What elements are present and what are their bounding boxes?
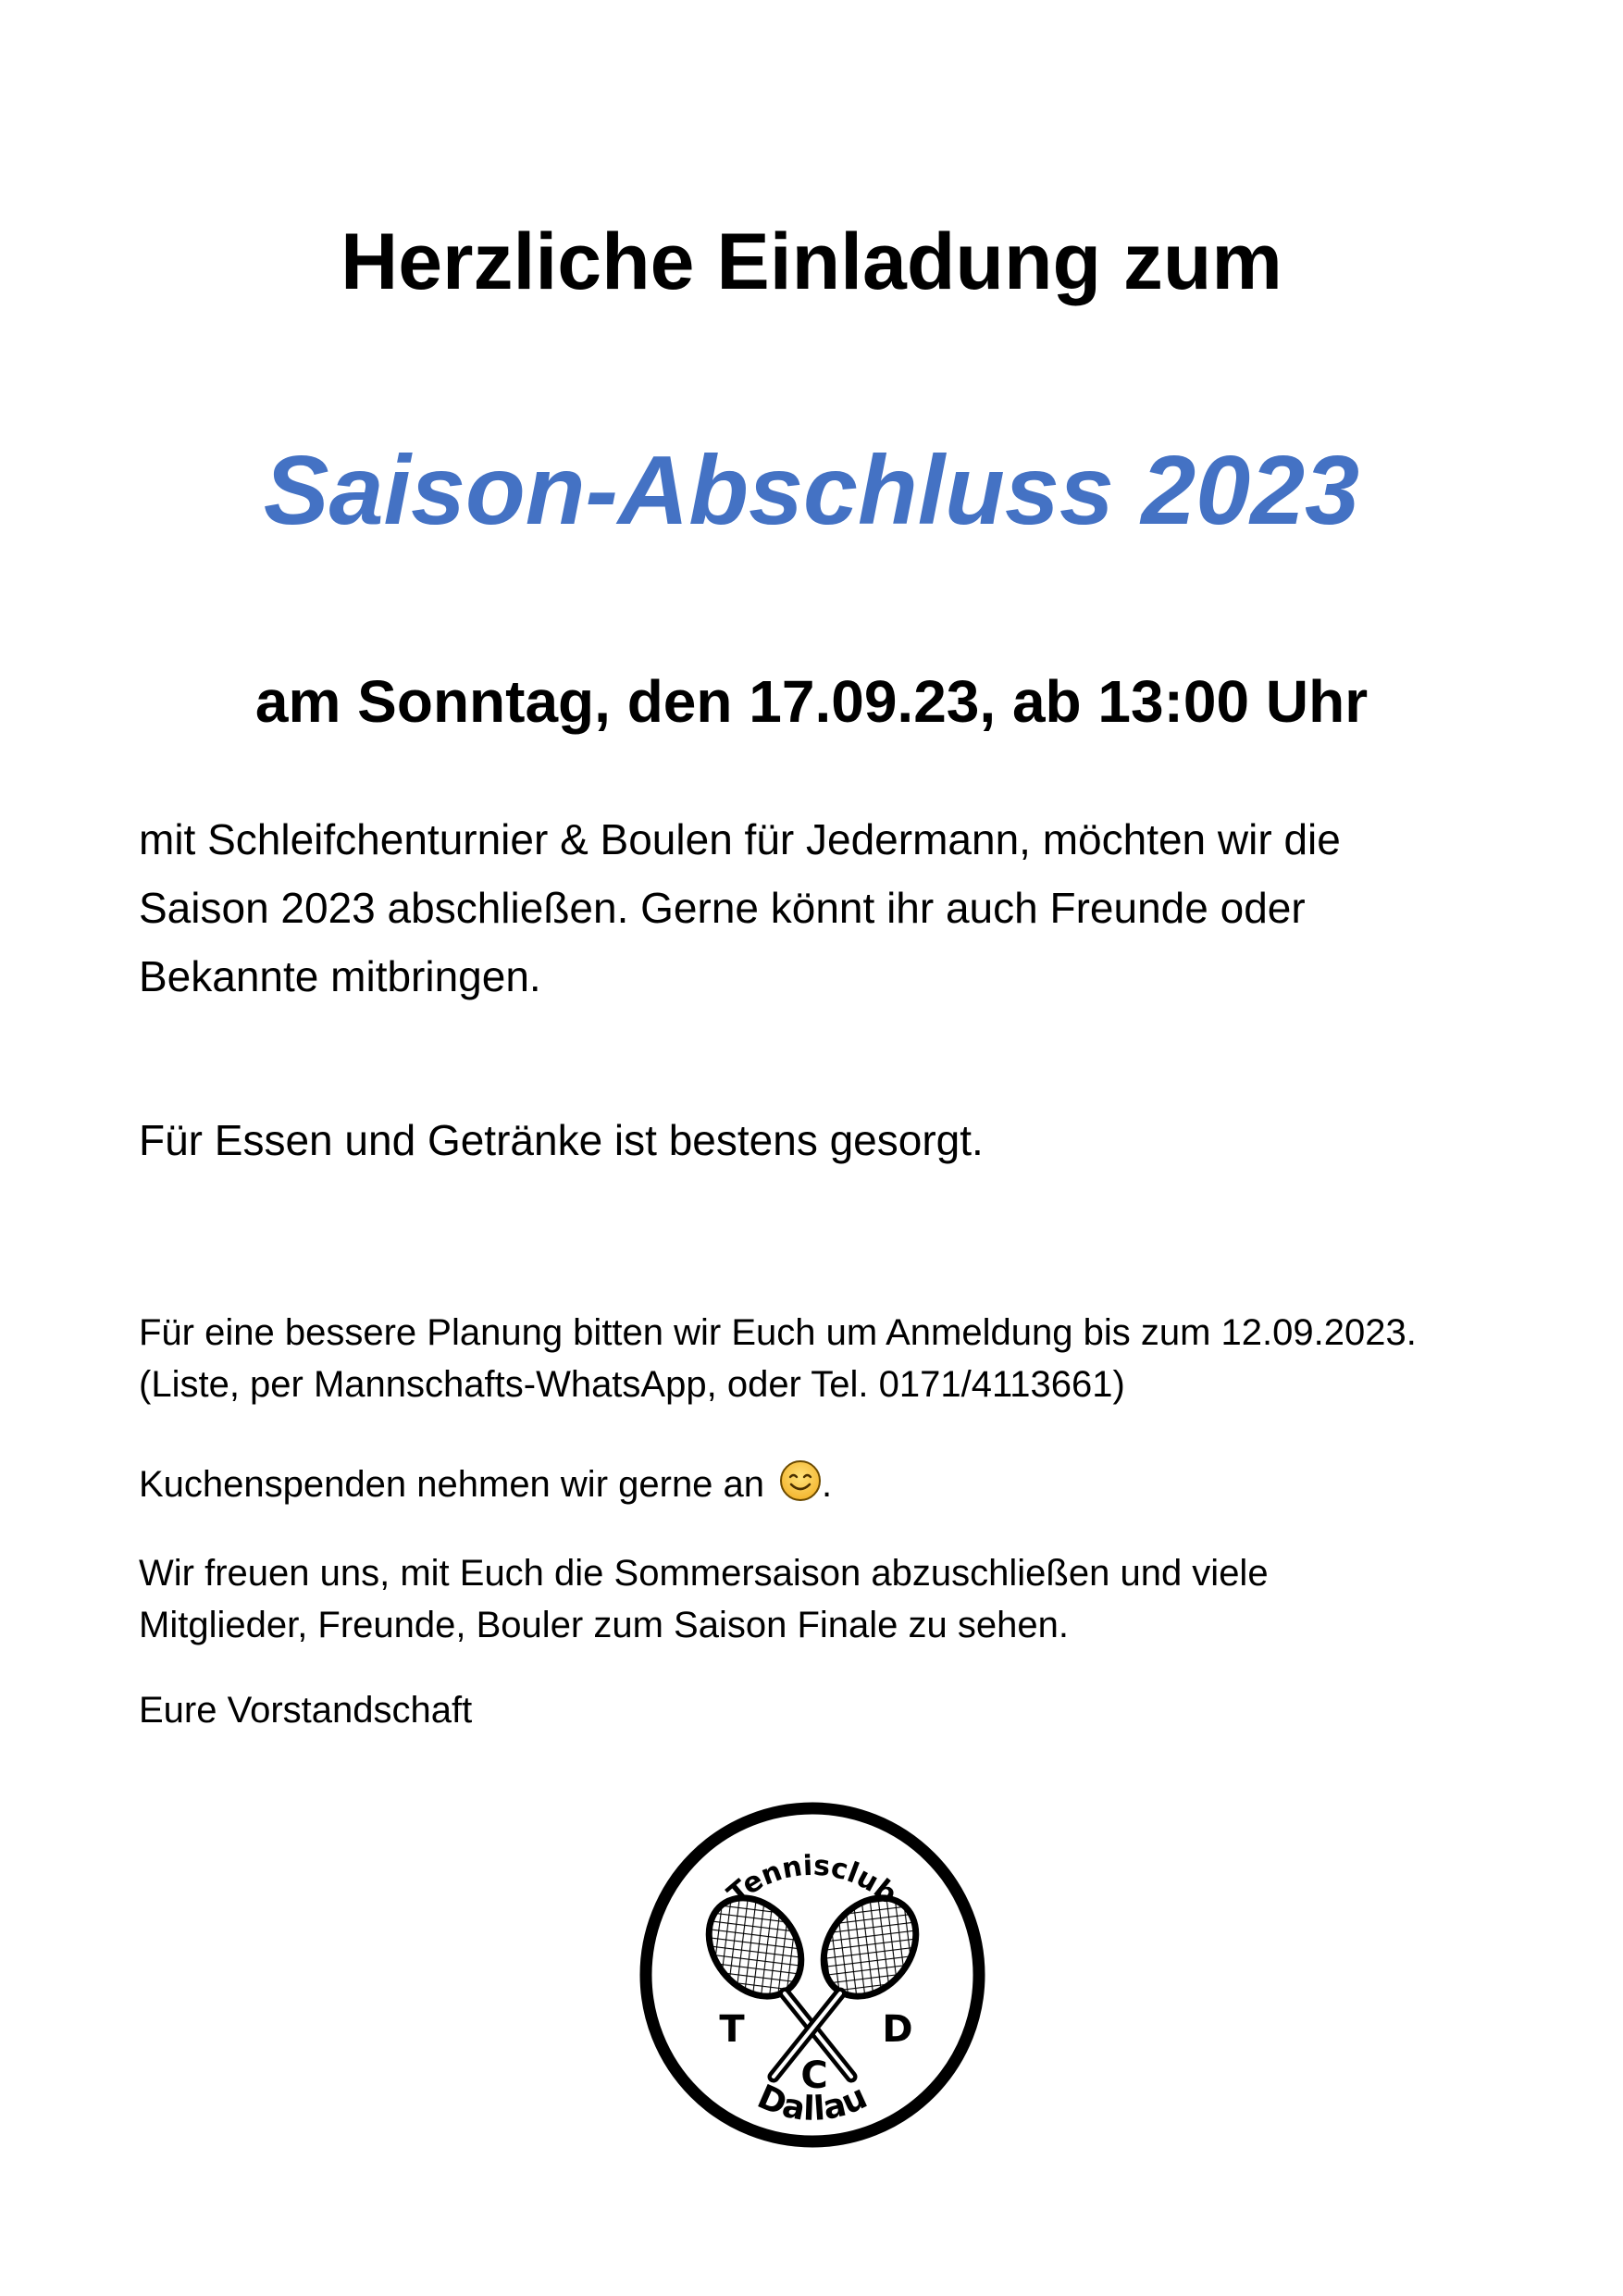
- club-logo: [637, 1799, 988, 2151]
- closing-line: Mitglieder, Freunde, Bouler zum Saison Finale zu sehen.: [139, 1605, 1069, 1645]
- cake-suffix: .: [822, 1464, 833, 1505]
- main-paragraph: [139, 805, 1508, 1011]
- main-paragraph-line: Bekannte mitbringen.: [139, 952, 541, 1000]
- logo-letter-d: D: [882, 2008, 913, 2051]
- closing-paragraph: [139, 1547, 1527, 1651]
- logo-letter-c: C: [800, 2054, 828, 2097]
- registration-paragraph: [139, 1307, 1527, 1410]
- intro-heading: Herzliche Einladung zum: [341, 217, 1282, 306]
- cake-paragraph: [139, 1458, 1527, 1510]
- food-text: Für Essen und Getränke ist bestens gesorgt.: [139, 1116, 984, 1164]
- logo-letter-t: T: [719, 2008, 745, 2051]
- signature: Eure Vorstandschaft: [139, 1690, 473, 1731]
- smiley-icon: [779, 1459, 822, 1502]
- event-date: am Sonntag, den 17.09.23, ab 13:00 Uhr: [254, 668, 1369, 735]
- closing-line: Wir freuen uns, mit Euch die Sommersaison abzuschließen und viele: [139, 1553, 1269, 1594]
- cake-text: Kuchenspenden nehmen wir gerne an: [139, 1464, 765, 1505]
- signature-paragraph: [139, 1684, 1527, 1736]
- registration-line: Für eine bessere Planung bitten wir Euch um Anmeldung bis zum 12.09.2023.: [139, 1312, 1417, 1353]
- registration-line: (Liste, per Mannschafts-WhatsApp, oder Tel. 0171/4113661): [139, 1364, 1125, 1405]
- food-paragraph: [139, 1106, 1508, 1174]
- logo-top-text: Tennisclub: [721, 1849, 904, 1911]
- logo-bottom-text: Dallau: [751, 2078, 873, 2128]
- cake-line: [139, 1458, 1527, 1510]
- event-title: Saison-Abschluss 2023: [263, 436, 1360, 545]
- main-paragraph-line: Saison 2023 abschließen. Gerne könnt ihr auch Freunde oder: [139, 884, 1306, 932]
- main-paragraph-line: mit Schleifchenturnier & Boulen für Jedermann, möchten wir die: [139, 815, 1341, 863]
